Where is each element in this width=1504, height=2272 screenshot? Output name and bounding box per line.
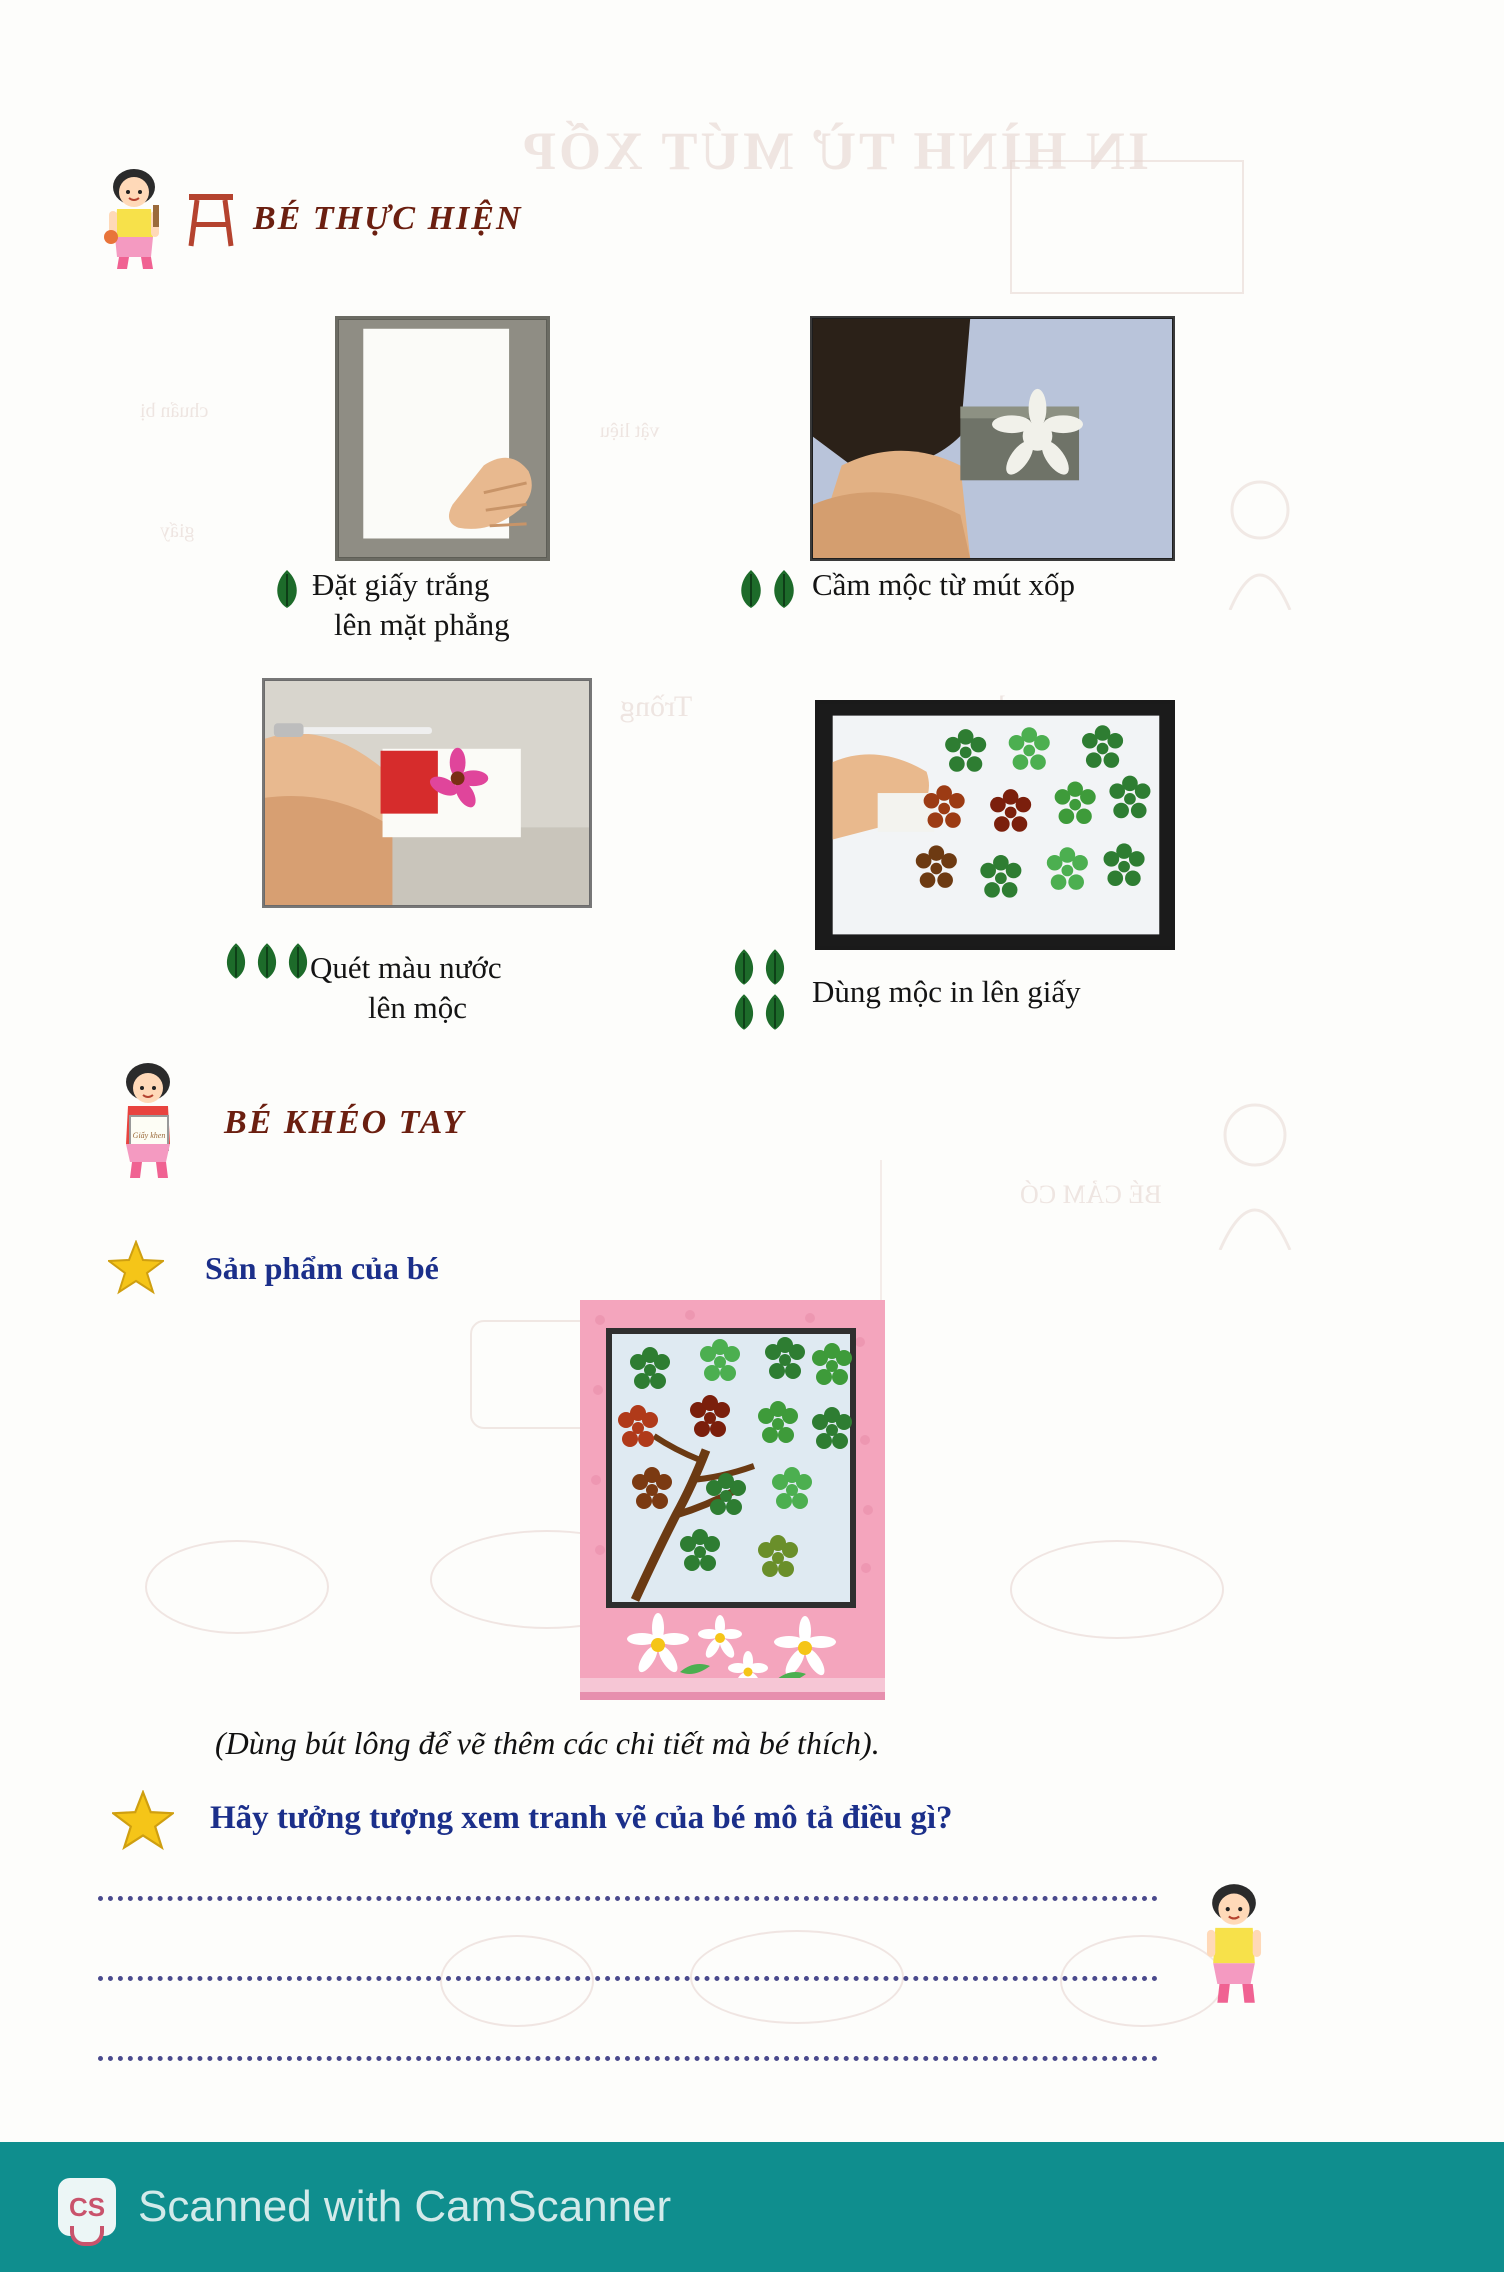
step-caption-3 xyxy=(310,948,640,1027)
bleed-through-box xyxy=(880,1160,1262,1540)
step-caption-2 xyxy=(812,565,1242,605)
product-photo xyxy=(580,1300,885,1700)
section-heading-be-kheo-tay xyxy=(108,1060,465,1185)
answer-line-2[interactable] xyxy=(98,1972,1158,1981)
leaf-icon xyxy=(769,568,799,610)
caption-line: Quét màu nước xyxy=(310,950,502,985)
leaf-icon xyxy=(761,946,789,988)
star-icon xyxy=(108,1240,164,1296)
leaf-marker-group-3 xyxy=(222,940,312,982)
leaf-icon xyxy=(736,568,766,610)
product-label: Sản phẩm của bé xyxy=(205,1250,439,1286)
bleed-through-fragment: chuẩn bị xyxy=(140,400,209,422)
caption-line: lên mộc xyxy=(368,989,467,1025)
reflection-question: Hãy tưởng tượng xem tranh vẽ của bé mô tả điều gì? xyxy=(210,1800,953,1836)
star-icon xyxy=(112,1790,174,1852)
leaf-icon xyxy=(761,991,789,1033)
girl-with-card-mascot-icon xyxy=(108,1060,188,1185)
bleed-through-fragment: vật liệu xyxy=(600,420,660,442)
section-heading-be-thuc-hien xyxy=(95,165,523,273)
bleed-through-box xyxy=(1010,160,1244,294)
girl-mascot-icon xyxy=(95,165,173,273)
bleed-through-oval xyxy=(145,1540,329,1634)
caption-line: Đặt giấy trắng xyxy=(312,567,490,602)
step-caption-1 xyxy=(312,565,632,644)
girl-mascot-icon xyxy=(1190,1880,1278,2010)
answer-line-1[interactable] xyxy=(98,1892,1158,1901)
leaf-icon xyxy=(272,568,302,610)
step-photo-2 xyxy=(810,316,1175,561)
bleed-through-title: IN HÌNH TỪ MÚT XỐP xyxy=(520,121,1150,181)
leaf-marker-group-1 xyxy=(272,568,302,610)
easel-icon xyxy=(183,188,239,250)
bleed-through-fragment: Trồng xyxy=(620,690,693,723)
camscanner-logo-icon: CS xyxy=(58,2178,116,2236)
leaf-icon xyxy=(222,940,250,982)
bleed-through-fragment: BÉ CẢM CÓ xyxy=(1020,1180,1162,1209)
step-photo-3 xyxy=(262,678,592,908)
svg-text:Giấy khen: Giấy khen xyxy=(132,1131,166,1140)
leaf-icon xyxy=(253,940,281,982)
section-title-text: BÉ THỰC HIỆN xyxy=(253,200,523,237)
leaf-marker-group-2 xyxy=(736,568,799,610)
bleed-through-oval xyxy=(440,1935,594,2027)
instruction-note: (Dùng bút lông để vẽ thêm các chi tiết mà bé thích). xyxy=(215,1725,880,1761)
answer-line-3[interactable] xyxy=(98,2052,1158,2061)
step-caption-4 xyxy=(812,972,1232,1012)
step-photo-4 xyxy=(815,700,1175,950)
leaf-marker-group-4 xyxy=(730,946,816,1033)
leaf-icon xyxy=(284,940,312,982)
leaf-icon xyxy=(730,946,758,988)
step-photo-1 xyxy=(335,316,550,561)
bleed-through-fragment: giấy xyxy=(160,520,195,542)
section-title-text: BÉ KHÉO TAY xyxy=(224,1103,466,1141)
caption-line: Dùng mộc in lên giấy xyxy=(812,974,1081,1009)
camscanner-watermark-bar xyxy=(0,2142,1504,2272)
leaf-icon xyxy=(730,991,758,1033)
caption-line: lên mặt phẳng xyxy=(334,606,510,642)
bleed-through-oval xyxy=(1010,1540,1224,1639)
camscanner-label: Scanned with CamScanner xyxy=(138,2182,672,2231)
caption-line: Cầm mộc từ mút xốp xyxy=(812,567,1076,602)
